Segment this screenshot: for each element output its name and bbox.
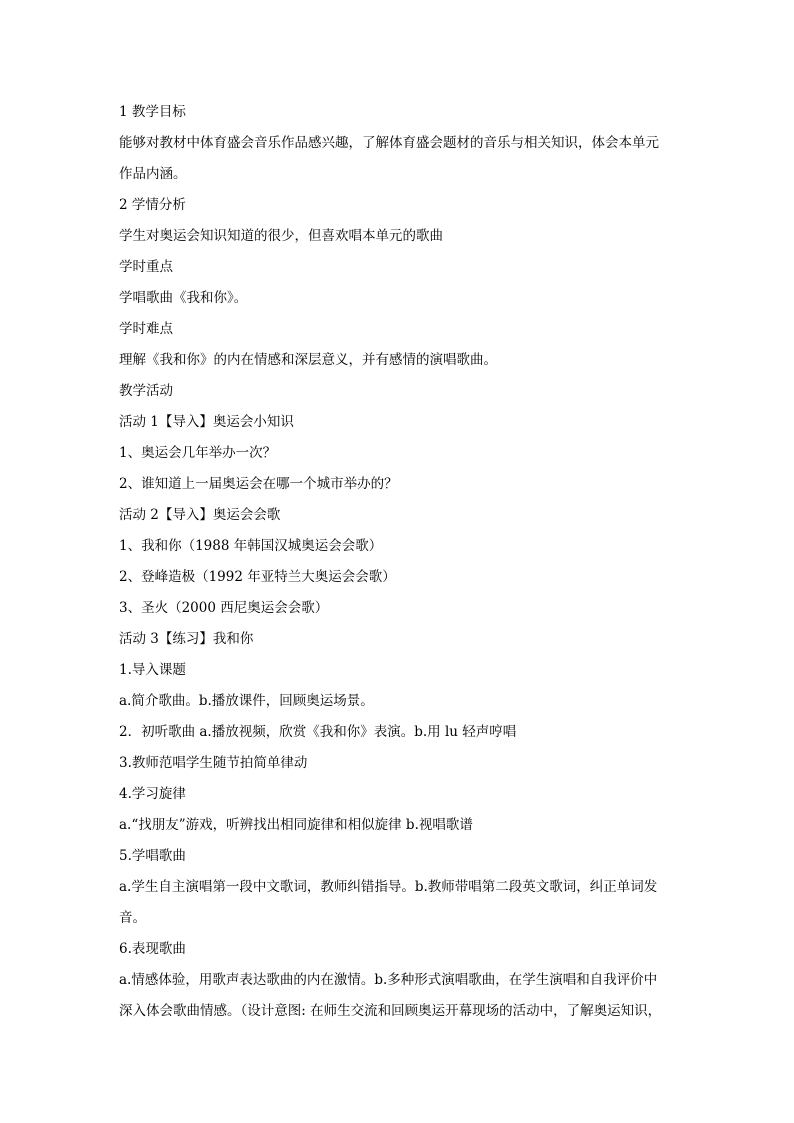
document-body (119, 97, 679, 1027)
list-item: 2、谁知道上一届奥运会在哪一个城市举办的？ (119, 476, 398, 492)
step-heading: 2．初听歌曲 a.播放视频，欣赏《我和你》表演。b.用 lu 轻声哼唱 (119, 724, 517, 740)
paragraph-line: 作品内涵。 (119, 166, 187, 182)
step-heading: 1.导入课题 (119, 662, 186, 678)
step-heading: 6.表现歌曲 (119, 941, 186, 957)
paragraph-line: 理解《我和你》的内在情感和深层意义，并有感情的演唱歌曲。 (119, 352, 497, 368)
section-heading-difficulties: 学时难点 (119, 321, 173, 337)
step-heading: 4.学习旋律 (119, 786, 186, 802)
section-heading-activities: 教学活动 (119, 383, 173, 399)
paragraph-line: a.学生自主演唱第一段中文歌词，教师纠错指导。b.教师带唱第二段英文歌词，纠正单词发 (119, 879, 658, 895)
section-heading-teaching-goals: 1 教学目标 (119, 104, 186, 120)
paragraph-line: 能够对教材中体育盛会音乐作品感兴趣，了解体育盛会题材的音乐与相关知识，体会本单元 (119, 135, 659, 151)
paragraph-line: 音。 (119, 910, 146, 926)
section-heading-student-analysis: 2 学情分析 (119, 197, 186, 213)
list-item: 1、我和你（1988 年韩国汉城奥运会会歌） (119, 538, 383, 554)
section-heading-key-points: 学时重点 (119, 259, 173, 275)
activity-heading: 活动 3【练习】我和你 (119, 631, 254, 647)
activity-heading: 活动 1【导入】奥运会小知识 (119, 414, 294, 430)
paragraph-line: 学生对奥运会知识知道的很少，但喜欢唱本单元的歌曲 (119, 228, 443, 244)
list-item: 1、奥运会几年举办一次？ (119, 445, 277, 461)
paragraph-line: 深入体会歌曲情感。（设计意图: 在师生交流和回顾奥运开幕现场的活动中，了解奥运知识， (119, 1003, 662, 1019)
list-item: 2、登峰造极（1992 年亚特兰大奥运会会歌） (119, 569, 396, 585)
activity-heading: 活动 2【导入】奥运会会歌 (119, 507, 281, 523)
step-heading: 5.学唱歌曲 (119, 848, 186, 864)
paragraph-line: 学唱歌曲《我和你》。 (119, 290, 248, 306)
step-heading: 3.教师范唱学生随节拍简单律动 (119, 755, 308, 771)
paragraph-line: a.情感体验，用歌声表达歌曲的内在激情。b.多种形式演唱歌曲，在学生演唱和自我评价中 (119, 972, 658, 988)
list-item: 3、圣火（2000 西尼奥运会会歌） (119, 600, 329, 616)
paragraph-line: a.简介歌曲。b.播放课件，回顾奥运场景。 (119, 693, 374, 709)
paragraph-line: a.“找朋友”游戏，听辨找出相同旋律和相似旋律 b.视唱歌谱 (119, 817, 473, 833)
